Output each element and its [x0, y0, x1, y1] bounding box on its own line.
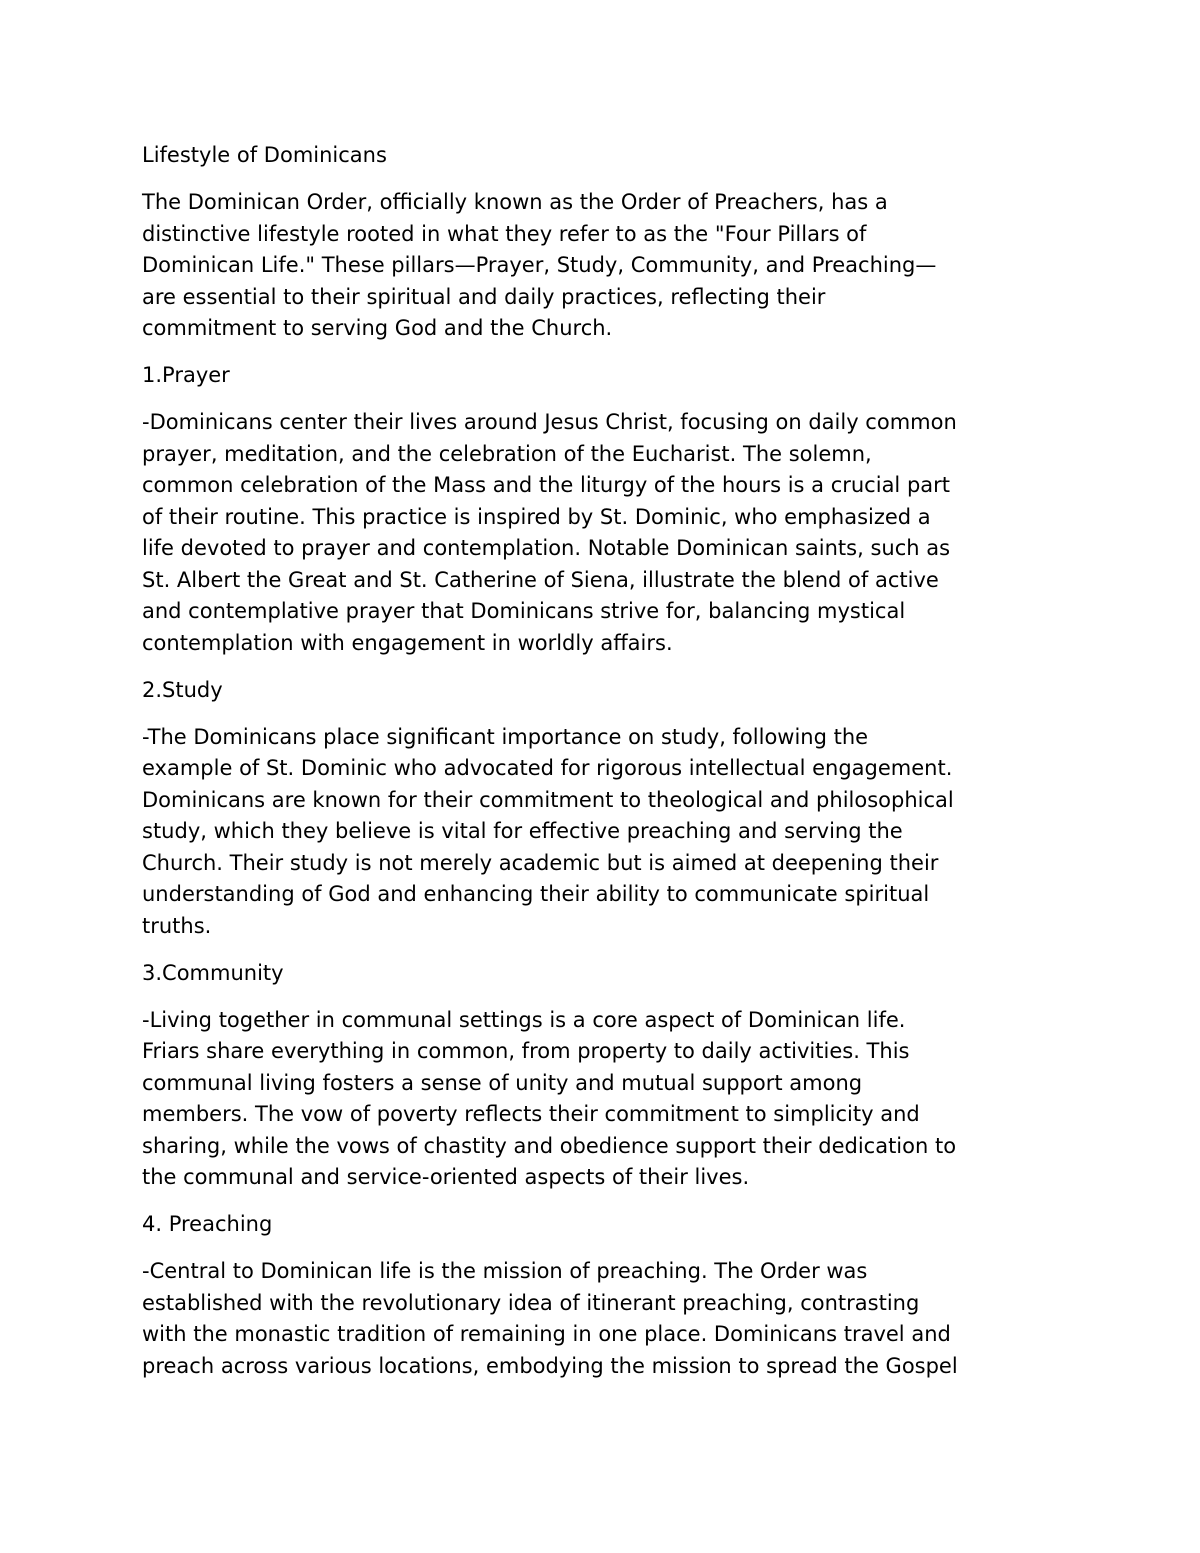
text-line: contemplation with engagement in worldly affairs.	[142, 630, 673, 655]
document-body	[142, 140, 1072, 1398]
text-line: the communal and service-oriented aspects of their lives.	[142, 1165, 750, 1189]
text-line: example of St. Dominic who advocated for rigorous intellectual engagement.	[142, 756, 953, 780]
text-line: are essential to their spiritual and daily practices, reflecting their	[142, 284, 826, 309]
section-body-prayer	[142, 407, 1072, 659]
intro-paragraph	[142, 187, 1072, 345]
text-line: -Living together in communal settings is a core aspect of Dominican life.	[142, 1007, 906, 1032]
text-line: commitment to serving God and the Church.	[142, 316, 613, 340]
text-line: St. Albert the Great and St. Catherine of Siena, illustrate the blend of active	[142, 567, 939, 592]
text-line: Dominican Life." These pillars—Prayer, Study, Community, and Preaching—	[142, 253, 937, 277]
text-line: life devoted to prayer and contemplation. Notable Dominican saints, such as	[142, 536, 951, 560]
text-line: understanding of God and enhancing their ability to communicate spiritual	[142, 882, 930, 906]
section-heading-prayer: 1.Prayer	[142, 363, 230, 387]
text-line: -Dominicans center their lives around Jesus Christ, focusing on daily common	[142, 410, 957, 434]
section-heading-preaching: 4. Preaching	[142, 1212, 273, 1236]
text-line: prayer, meditation, and the celebration of the Eucharist. The solemn,	[142, 441, 872, 466]
text-line: communal living fosters a sense of unity and mutual support among	[142, 1070, 863, 1095]
document-title: Lifestyle of Dominicans	[142, 143, 387, 167]
text-line: study, which they believe is vital for effective preaching and serving the	[142, 819, 903, 843]
section-body-preaching	[142, 1256, 1072, 1382]
text-line: members. The vow of poverty reflects their commitment to simplicity and	[142, 1102, 920, 1126]
text-line: Dominicans are known for their commitment to theological and philosophical	[142, 787, 954, 812]
text-line: established with the revolutionary idea of itinerant preaching, contrasting	[142, 1290, 920, 1315]
text-line: sharing, while the vows of chastity and obedience support their dedication to	[142, 1133, 957, 1158]
text-line: Church. Their study is not merely academic but is aimed at deepening their	[142, 850, 939, 875]
section-body-study	[142, 722, 1072, 943]
text-line: distinctive lifestyle rooted in what they refer to as the "Four Pillars of	[142, 221, 867, 246]
text-line: truths.	[142, 913, 212, 938]
text-line: Friars share everything in common, from property to daily activities. This	[142, 1039, 910, 1063]
section-body-community	[142, 1005, 1072, 1194]
text-line: preach across various locations, embodying the mission to spread the Gospel	[142, 1353, 958, 1378]
text-line: The Dominican Order, officially known as the Order of Preachers, has a	[142, 190, 888, 214]
text-line: -The Dominicans place significant importance on study, following the	[142, 724, 869, 749]
text-line: common celebration of the Mass and the liturgy of the hours is a crucial part	[142, 473, 951, 497]
text-line: -Central to Dominican life is the mission of preaching. The Order was	[142, 1259, 868, 1283]
text-line: and contemplative prayer that Dominicans strive for, balancing mystical	[142, 599, 906, 623]
text-line: with the monastic tradition of remaining in one place. Dominicans travel and	[142, 1322, 951, 1346]
section-heading-study: 2.Study	[142, 677, 223, 702]
section-heading-community: 3.Community	[142, 960, 284, 985]
text-line: of their routine. This practice is inspired by St. Dominic, who emphasized a	[142, 504, 931, 529]
